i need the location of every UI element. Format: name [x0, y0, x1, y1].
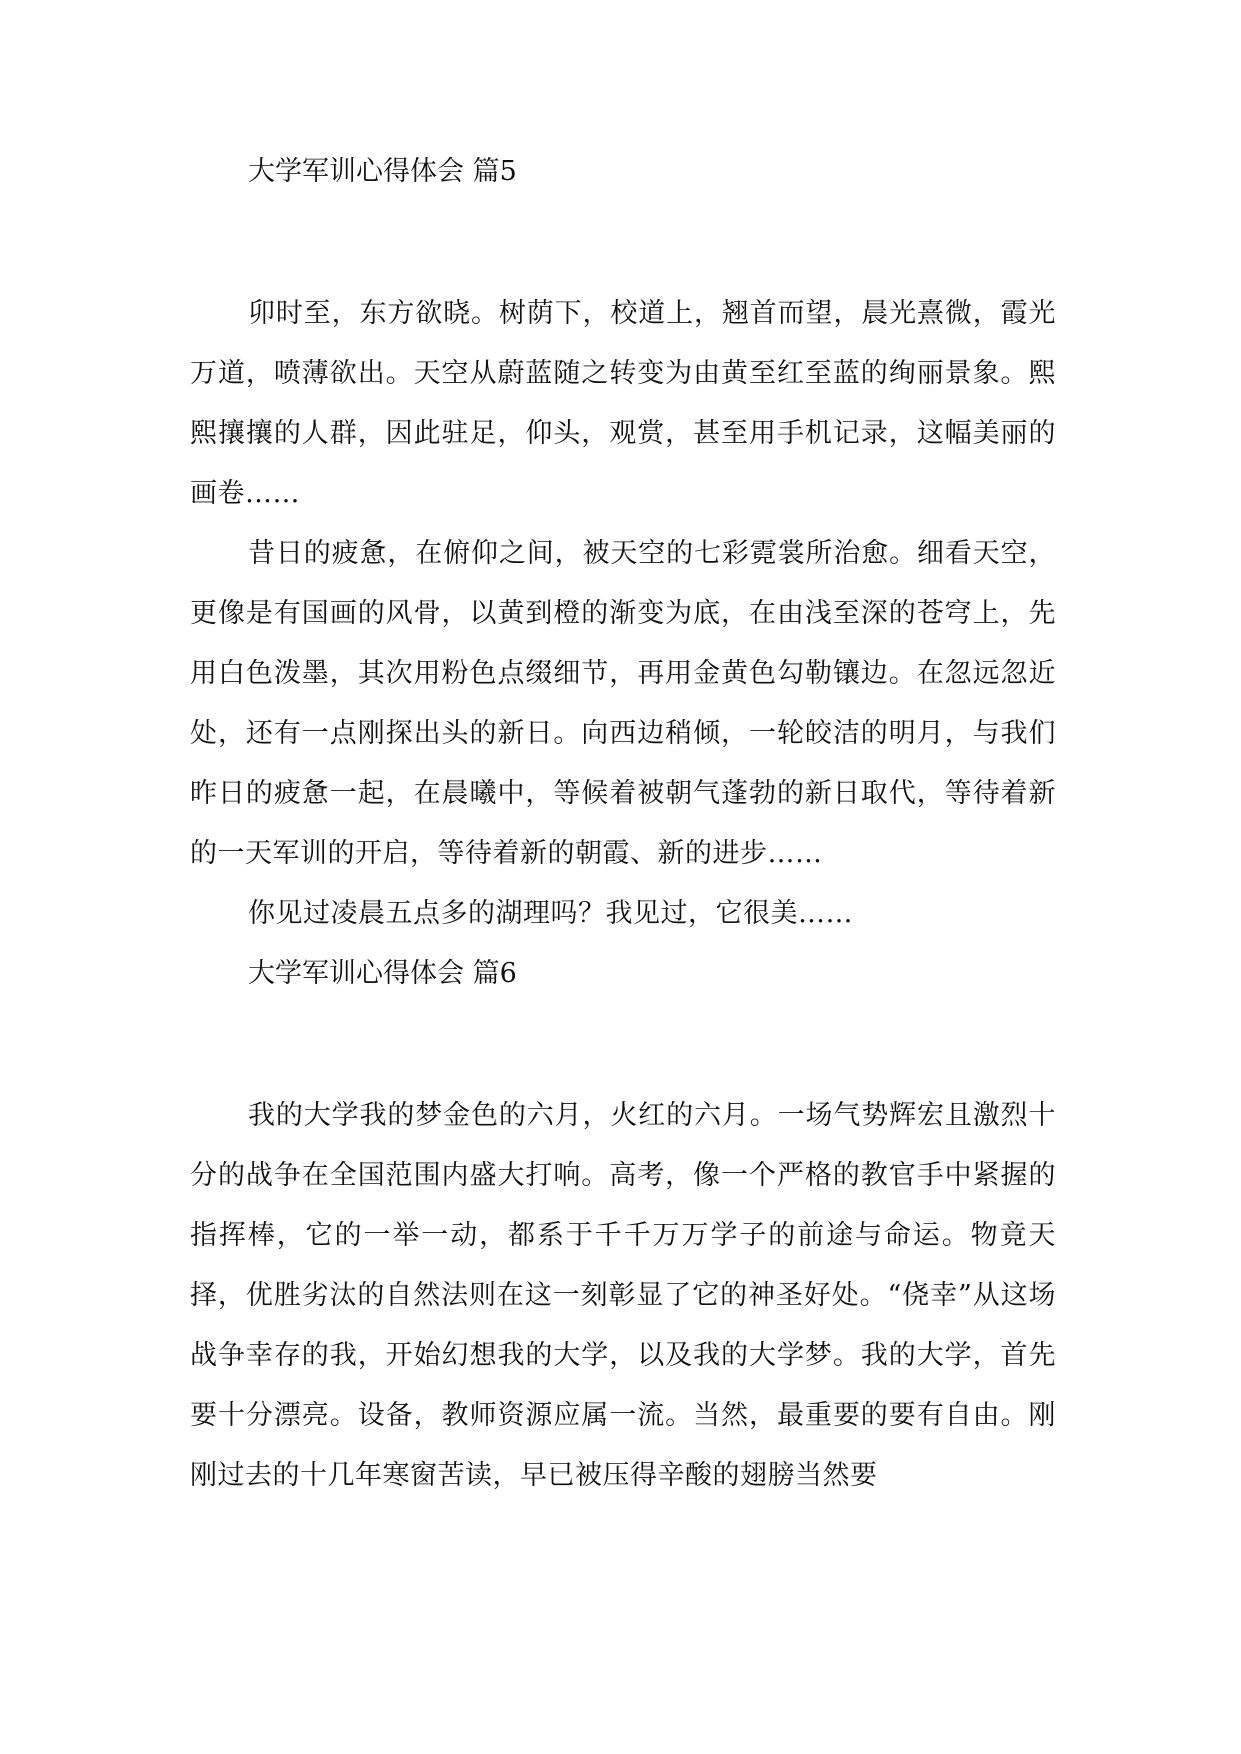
paragraph: 我的大学我的梦金色的六月，火红的六月。一场气势辉宏且激烈十分的战争在全国范围内盛大打响。高考，像一个严格的教官手中紧握的指挥棒，它的一举一动，都系于千千万万学子的前途与命运。物竟天择，优胜劣汰的自然法则在这一刻彰显了它的神圣好处。“侥幸”从这场战争幸存的我，开始幻想我的大学，以及我的大学梦。我的大学，首先要十分漂亮。设备，教师资源应属一流。当然，最重要的要有自由。刚刚过去的十几年寒窗苦读，早已被压得辛酸的翅膀当然要: [190, 1100, 1056, 1491]
section-heading: 大学军训心得体会 篇5: [248, 156, 517, 187]
document-body: [190, 142, 1056, 1506]
section-heading: 大学军训心得体会 篇6: [248, 958, 517, 989]
paragraph: 卯时至，东方欲晓。树荫下，校道上，翘首而望，晨光熹微，霞光万道，喷薄欲出。天空从蔚蓝随之转变为由黄至红至蓝的绚丽景象。熙熙攘攘的人群，因此驻足，仰头，观赏，甚至用手机记录，这幅美丽的画卷……: [190, 298, 1056, 509]
paragraph: 你见过凌晨五点多的湖理吗？我见过，它很美……: [248, 898, 853, 929]
paragraph: 昔日的疲惫，在俯仰之间，被天空的七彩霓裳所治愈。细看天空，更像是有国画的风骨，以黄到橙的渐变为底，在由浅至深的苍穹上，先用白色泼墨，其次用粉色点缀细节，再用金黄色勾勒镶边。在忽远忽近处，还有一点刚探出头的新日。向西边稍倾，一轮皎洁的明月，与我们昨日的疲惫一起，在晨曦中，等候着被朝气蓬勃的新日取代，等待着新的一天军训的开启，等待着新的朝霞、新的进步……: [190, 538, 1056, 869]
